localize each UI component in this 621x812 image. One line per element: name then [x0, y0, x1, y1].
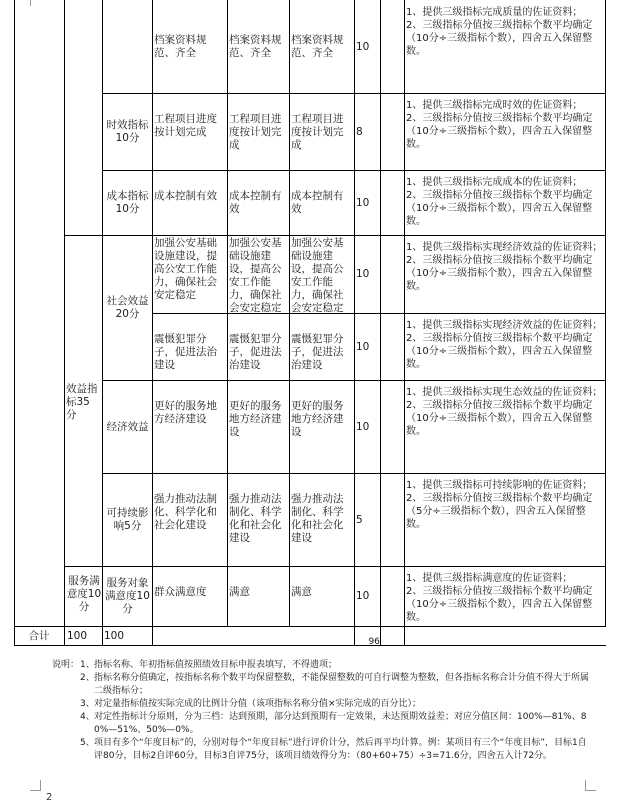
actual-cell-text: 档案资料规范、齐全 — [291, 34, 344, 59]
page-number-text: 2 — [46, 792, 53, 803]
note-cell-text: 1、提供三级指标满意度的佐证资料； 2、三级指标分值按三级指标个数平均确定（10分÷三级指标个数），四舍五入保留整数。 — [406, 573, 593, 623]
note-cell — [406, 572, 604, 629]
content-cell-text: 档案资料规范、齐全 — [154, 34, 207, 59]
note-number: 4、 — [80, 712, 95, 722]
note-item — [52, 672, 592, 698]
target-cell-text: 工程项目进度按计划完成 — [229, 113, 282, 151]
note-cell-text: 1、提供三级指标完成时效的佐证资料； 2、三级指标分值按三级指标个数平均确定（10分÷三级指标个数），四舍五入保留整数。 — [406, 100, 593, 150]
indicator3-cell — [104, 172, 151, 234]
table-rule-vertical — [152, 626, 153, 645]
level2-satisfaction-label: 服务满意度10分 — [66, 574, 102, 613]
level2-satisfaction-cell — [66, 566, 102, 622]
score-cell — [356, 568, 379, 625]
table-rule-vertical — [64, 0, 65, 645]
note-cell — [406, 479, 604, 569]
note-cell-text: 1、提供三级指标实现生态效益的佐证资料； 2、三级指标分值按三级指标个数平均确定（10分÷三级指标个数），四舍五入保留整数。 — [406, 387, 603, 437]
indicator3-cell — [104, 568, 151, 625]
target-cell-text: 成本控制有效 — [229, 190, 282, 215]
note-item — [52, 659, 592, 672]
indicator3-cell-text: 社会效益20分 — [106, 295, 149, 320]
score-cell — [356, 315, 379, 379]
notes-list — [52, 659, 592, 763]
actual-cell — [291, 34, 353, 124]
score-cell-text: 10 — [356, 268, 370, 280]
target-cell — [229, 333, 288, 397]
level2-benefit-cell — [66, 380, 100, 424]
target-cell-text: 档案资料规范、齐全 — [229, 34, 282, 59]
actual-cell-text: 强力推动法制化、科学化和社会化建设 — [291, 493, 344, 544]
total-value-b: 100 — [104, 629, 125, 642]
note-cell — [406, 176, 604, 238]
note-text: 指标名称分值确定，按指标名称个数平均保留整数，不能保留整数的可自行调整为整数，但各指标名称合计分值不得大于所属二级指标分； — [94, 673, 590, 696]
note-cell — [406, 386, 604, 476]
note-item — [52, 737, 592, 763]
score-cell — [356, 382, 379, 472]
actual-cell-text: 工程项目进度按计划完成 — [291, 113, 344, 151]
score-cell-text: 10 — [356, 590, 370, 602]
corner-mark-top-left — [20, 0, 31, 6]
note-cell — [406, 241, 604, 316]
total-value-a-cell — [67, 627, 101, 645]
indicator3-cell — [104, 382, 151, 472]
note-cell — [406, 99, 604, 173]
target-cell-text: 加强公安基础设施建设，提高公安工作能力，确保社会安定稳定 — [229, 237, 282, 314]
target-cell — [229, 237, 288, 312]
notes-section — [52, 659, 592, 763]
note-number: 1、 — [80, 660, 95, 670]
score-cell-text: 10 — [356, 40, 370, 53]
score-cell — [356, 95, 379, 169]
content-cell-text: 强力推动法制化、科学化和社会化建设 — [154, 493, 217, 531]
content-cell — [154, 586, 226, 643]
actual-cell-text: 满意 — [291, 586, 312, 598]
note-lead — [52, 672, 80, 698]
indicator3-cell-text: 可持续影响5分 — [106, 507, 149, 532]
note-text: 指标名称、年初指标值按照绩效目标申报表填写，不得遗项； — [94, 660, 338, 670]
target-cell — [229, 34, 288, 124]
indicator3-cell — [104, 2, 151, 92]
total-label-cell — [14, 627, 64, 645]
total-value-b-cell — [104, 627, 152, 645]
content-cell-text: 加强公安基础设施建设，提高公安工作能力，确保社会安定稳定 — [154, 237, 217, 301]
content-cell — [154, 34, 226, 124]
note-item — [52, 698, 592, 711]
actual-cell — [291, 586, 353, 643]
note-number: 2、 — [80, 673, 95, 683]
note-text: 项目有多个“年度目标”的，分别对每个“年度目标”进行评价计分，然后再平均计算。例：某项目有三个“年度目标”，目标1自评80分，目标2自评60分，目标3自评75分，该项目绩效得分为：（80+60+75）÷3=71.6分，四舍五入计72分。 — [94, 738, 587, 761]
target-cell — [229, 400, 288, 490]
content-cell-text: 群众满意度 — [154, 586, 207, 598]
note-lead — [52, 711, 80, 737]
score-cell — [356, 172, 379, 234]
note-number: 3、 — [80, 699, 95, 709]
note-lead — [52, 737, 80, 763]
content-cell-text: 震慑犯罪分子，促进法治建设 — [154, 333, 217, 371]
total-score-cell — [357, 627, 397, 647]
target-cell-text: 强力推动法制化、科学化和社会化建设 — [229, 493, 282, 544]
actual-cell-text: 震慑犯罪分子，促进法治建设 — [291, 333, 344, 371]
table-rule-vertical — [404, 626, 405, 645]
total-value-a: 100 — [67, 629, 88, 642]
actual-cell-text: 成本控制有效 — [291, 190, 344, 215]
page-number — [46, 792, 52, 803]
note-cell-text: 1、提供三级指标实现经济效益的佐证资料； 2、三级指标分值按三级指标个数平均确定（10分÷三级指标个数），四舍五入保留整数。 — [406, 320, 603, 370]
indicator3-cell — [104, 475, 151, 565]
score-cell — [356, 2, 379, 92]
note-text: 对定量指标值按实际完成的比例计分值（该项指标名称分值×实际完成的百分比）； — [94, 699, 422, 709]
note-cell-text: 1、提供三级指标完成质量的佐证资料； 2、三级指标分值按三级指标个数平均确定（10分÷三级指标个数），四舍五入保留整数。 — [406, 7, 593, 57]
score-cell-text: 10 — [356, 340, 370, 353]
actual-cell — [291, 493, 353, 583]
content-cell — [154, 400, 226, 490]
target-cell-text: 震慑犯罪分子，促进法治建设 — [229, 333, 282, 371]
note-lead — [52, 698, 80, 711]
indicator3-cell — [104, 95, 151, 169]
target-cell — [229, 493, 288, 583]
content-cell — [154, 237, 226, 312]
table-rule-vertical — [102, 0, 103, 645]
score-cell-text: 5 — [356, 513, 363, 526]
score-cell-text: 10 — [356, 196, 370, 209]
content-cell-text: 工程项目进度按计划完成 — [154, 113, 217, 138]
score-cell-text: 10 — [356, 420, 370, 433]
note-cell-text: 1、提供三级指标可持续影响的佐证资料； 2、三级指标分值按三级指标个数平均确定（5分÷三级指标个数），四舍五入保留整数。 — [406, 480, 593, 530]
actual-cell — [291, 237, 353, 312]
table-rule-horizontal — [14, 645, 606, 646]
level2-benefit-label: 效益指标35分 — [66, 382, 98, 421]
content-cell-text: 更好的服务地方经济建设 — [154, 400, 217, 425]
note-cell-text: 1、提供三级指标完成成本的佐证资料； 2、三级指标分值按三级指标个数平均确定（10分÷三级指标个数），四舍五入保留整数。 — [406, 177, 593, 227]
note-cell — [406, 319, 604, 383]
target-cell — [229, 113, 288, 187]
note-cell — [406, 6, 604, 96]
content-cell — [154, 113, 226, 187]
target-cell-text: 更好的服务地方经济建设 — [229, 400, 282, 438]
actual-cell-text: 更好的服务地方经济建设 — [291, 400, 344, 438]
score-cell — [356, 237, 379, 312]
content-cell-text: 成本控制有效 — [154, 190, 217, 202]
indicator3-cell — [104, 237, 151, 379]
corner-mark-bottom-right — [585, 780, 596, 791]
indicator3-cell-text: 时效指标10分 — [106, 119, 149, 144]
note-number: 5、 — [80, 738, 95, 748]
note-cell-text: 1、提供三级指标实现经济效益的佐证资料； 2、三级指标分值按三级指标个数平均确定（10分÷三级指标个数），四舍五入保留整数。 — [406, 242, 603, 292]
content-cell — [154, 493, 226, 583]
actual-cell — [291, 113, 353, 187]
note-lead: 说明： — [52, 660, 80, 670]
corner-mark-bottom-left — [30, 780, 41, 791]
table-rule-vertical — [14, 0, 15, 645]
total-label: 合计 — [28, 629, 50, 642]
note-text: 对定性指标计分原则，分为三档：达到预期，部分达到预期有一定效果，未达预期效益差；对应分值区间：100%—81%、80%—51%、50%—0%。 — [94, 712, 587, 735]
table-rule-vertical — [354, 626, 355, 645]
content-cell — [154, 333, 226, 397]
actual-cell — [291, 333, 353, 397]
score-cell-text: 8 — [356, 125, 363, 138]
actual-cell-text: 加强公安基础设施建设，提高公安工作能力，确保社会安定稳定 — [291, 237, 344, 314]
indicator3-cell-text: 服务对象满意度10分 — [105, 577, 150, 615]
target-cell — [229, 586, 288, 643]
score-cell — [356, 475, 379, 565]
actual-cell — [291, 400, 353, 490]
total-score: 96 — [368, 637, 380, 647]
indicator3-cell-text: 成本指标10分 — [106, 190, 149, 215]
target-cell-text: 满意 — [229, 586, 250, 598]
indicator3-cell-text: 经济效益 — [106, 420, 149, 433]
note-item — [52, 711, 592, 737]
